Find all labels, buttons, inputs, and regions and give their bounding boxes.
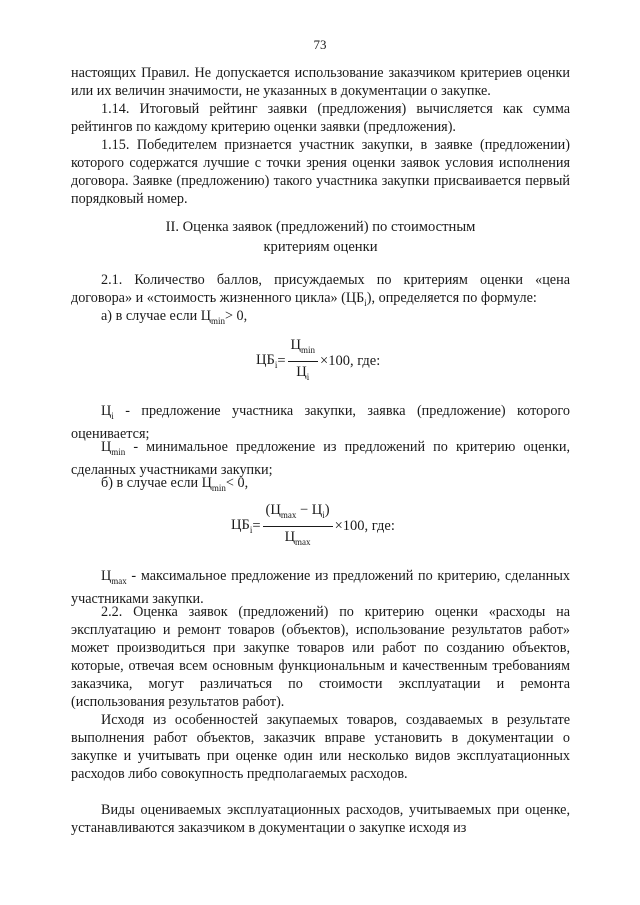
- case-b-sub: min: [211, 482, 226, 493]
- paragraph-2-1: [71, 271, 570, 312]
- paragraph-rules-continuation: настоящих Правил. Не допускается использование заказчиком критериев оценки или их величин значимости, не указанных в документации о закупке.: [71, 65, 570, 99]
- case-b-condition: [71, 474, 570, 497]
- section-heading-line-2: критериям оценки: [263, 239, 378, 255]
- formula-1-fraction: [288, 337, 319, 386]
- case-a-prefix: а) в случае если Ц: [101, 308, 211, 324]
- formula-price-score-positive: [256, 337, 380, 386]
- formula-2-numerator: $(Ц_{max} - Ц_i)$: [263, 502, 333, 527]
- definition-ci: $Ц_i$ - предложение участника закупки, заявка (предложение) которого оценивается;: [71, 403, 570, 442]
- case-a-condition: [71, 307, 570, 330]
- definition-cmin: $Ц_{min}$ - минимальное предложение из предложений по критерию оценки, сделанных участниками закупки;: [71, 439, 570, 478]
- definition-cmax: $Ц_{max}$ - максимальное предложение из предложений по критерию, сделанных участниками закупки.: [71, 568, 570, 607]
- formula-1-tail: , где:: [349, 352, 381, 369]
- section-heading: [71, 217, 570, 257]
- paragraph-expense-types: Виды оцениваемых эксплуатационных расходов, учитываемых при оценке, устанавливаются заказчиком в документации о закупке исходя из: [71, 802, 570, 836]
- formula-2-lhs: $ЦБ_i$: [231, 517, 253, 536]
- page-number: 73: [313, 37, 327, 52]
- paragraph-2-2: 2.2. Оценка заявок (предложений) по критерию оценки «расходы на эксплуатацию и ремонт товаров (объектов), использование результатов работ» может производиться при закупке товаров или работ по созданию объектов, которые, отвечая всем основным функциональным и качественным требованиям заказчика, могут различаться по стоимости эксплуатации и ремонта (использования результатов работ).: [71, 604, 570, 710]
- formula-1-denominator: $Ц_i$: [296, 363, 310, 382]
- case-a-sub: min: [210, 315, 225, 326]
- paragraph-2-1-subscript: i: [364, 297, 367, 308]
- case-a-suffix: > 0,: [225, 308, 248, 324]
- formula-1-lhs: $ЦБ_i$: [256, 352, 278, 371]
- formula-2-fraction: [263, 502, 333, 551]
- formula-2-tail: , где:: [364, 517, 395, 534]
- paragraph-1-15: 1.15. Победителем признается участник закупки, в заявке (предложении) которого содержатся лучшие с точки зрения оценки заявок условия исполнения договора. Заявке (предложению) такого участника закупки присваивается первый порядковый номер.: [71, 137, 570, 207]
- formula-1-numerator: $Ц_{min}$: [288, 337, 319, 362]
- formula-2-multiplier: ×100: [334, 517, 365, 534]
- formula-1-multiplier: ×100: [320, 352, 350, 369]
- section-heading-line-1: II. Оценка заявок (предложений) по стоимостным: [165, 219, 476, 235]
- paragraph-2-1-text: 2.1. Количество баллов, присуждаемых по критериям оценки «цена договора» и «стоимость жизненного цикла» (ЦБ: [71, 272, 570, 306]
- paragraph-purchase-features: Исходя из особенностей закупаемых товаров, создаваемых в результате выполнения работ объектов, заказчик вправе установить в документации о закупке и учитывать при оценке один или несколько видов эксплуатационных расходов либо совокупность предполагаемых расходов.: [71, 712, 570, 782]
- paragraph-1-14: 1.14. Итоговый рейтинг заявки (предложения) вычисляется как сумма рейтингов по каждому критерию оценки заявки (предложения).: [71, 101, 570, 135]
- formula-2-equals: =: [252, 517, 261, 534]
- formula-price-score-negative: [231, 502, 395, 551]
- formula-2-denominator: $Ц_{max}$: [284, 528, 311, 547]
- paragraph-2-1-end: ), определяется по формуле:: [366, 290, 537, 306]
- case-b-prefix: б) в случае если Ц: [101, 475, 212, 491]
- case-b-suffix: < 0,: [225, 475, 249, 491]
- formula-1-equals: =: [277, 352, 286, 369]
